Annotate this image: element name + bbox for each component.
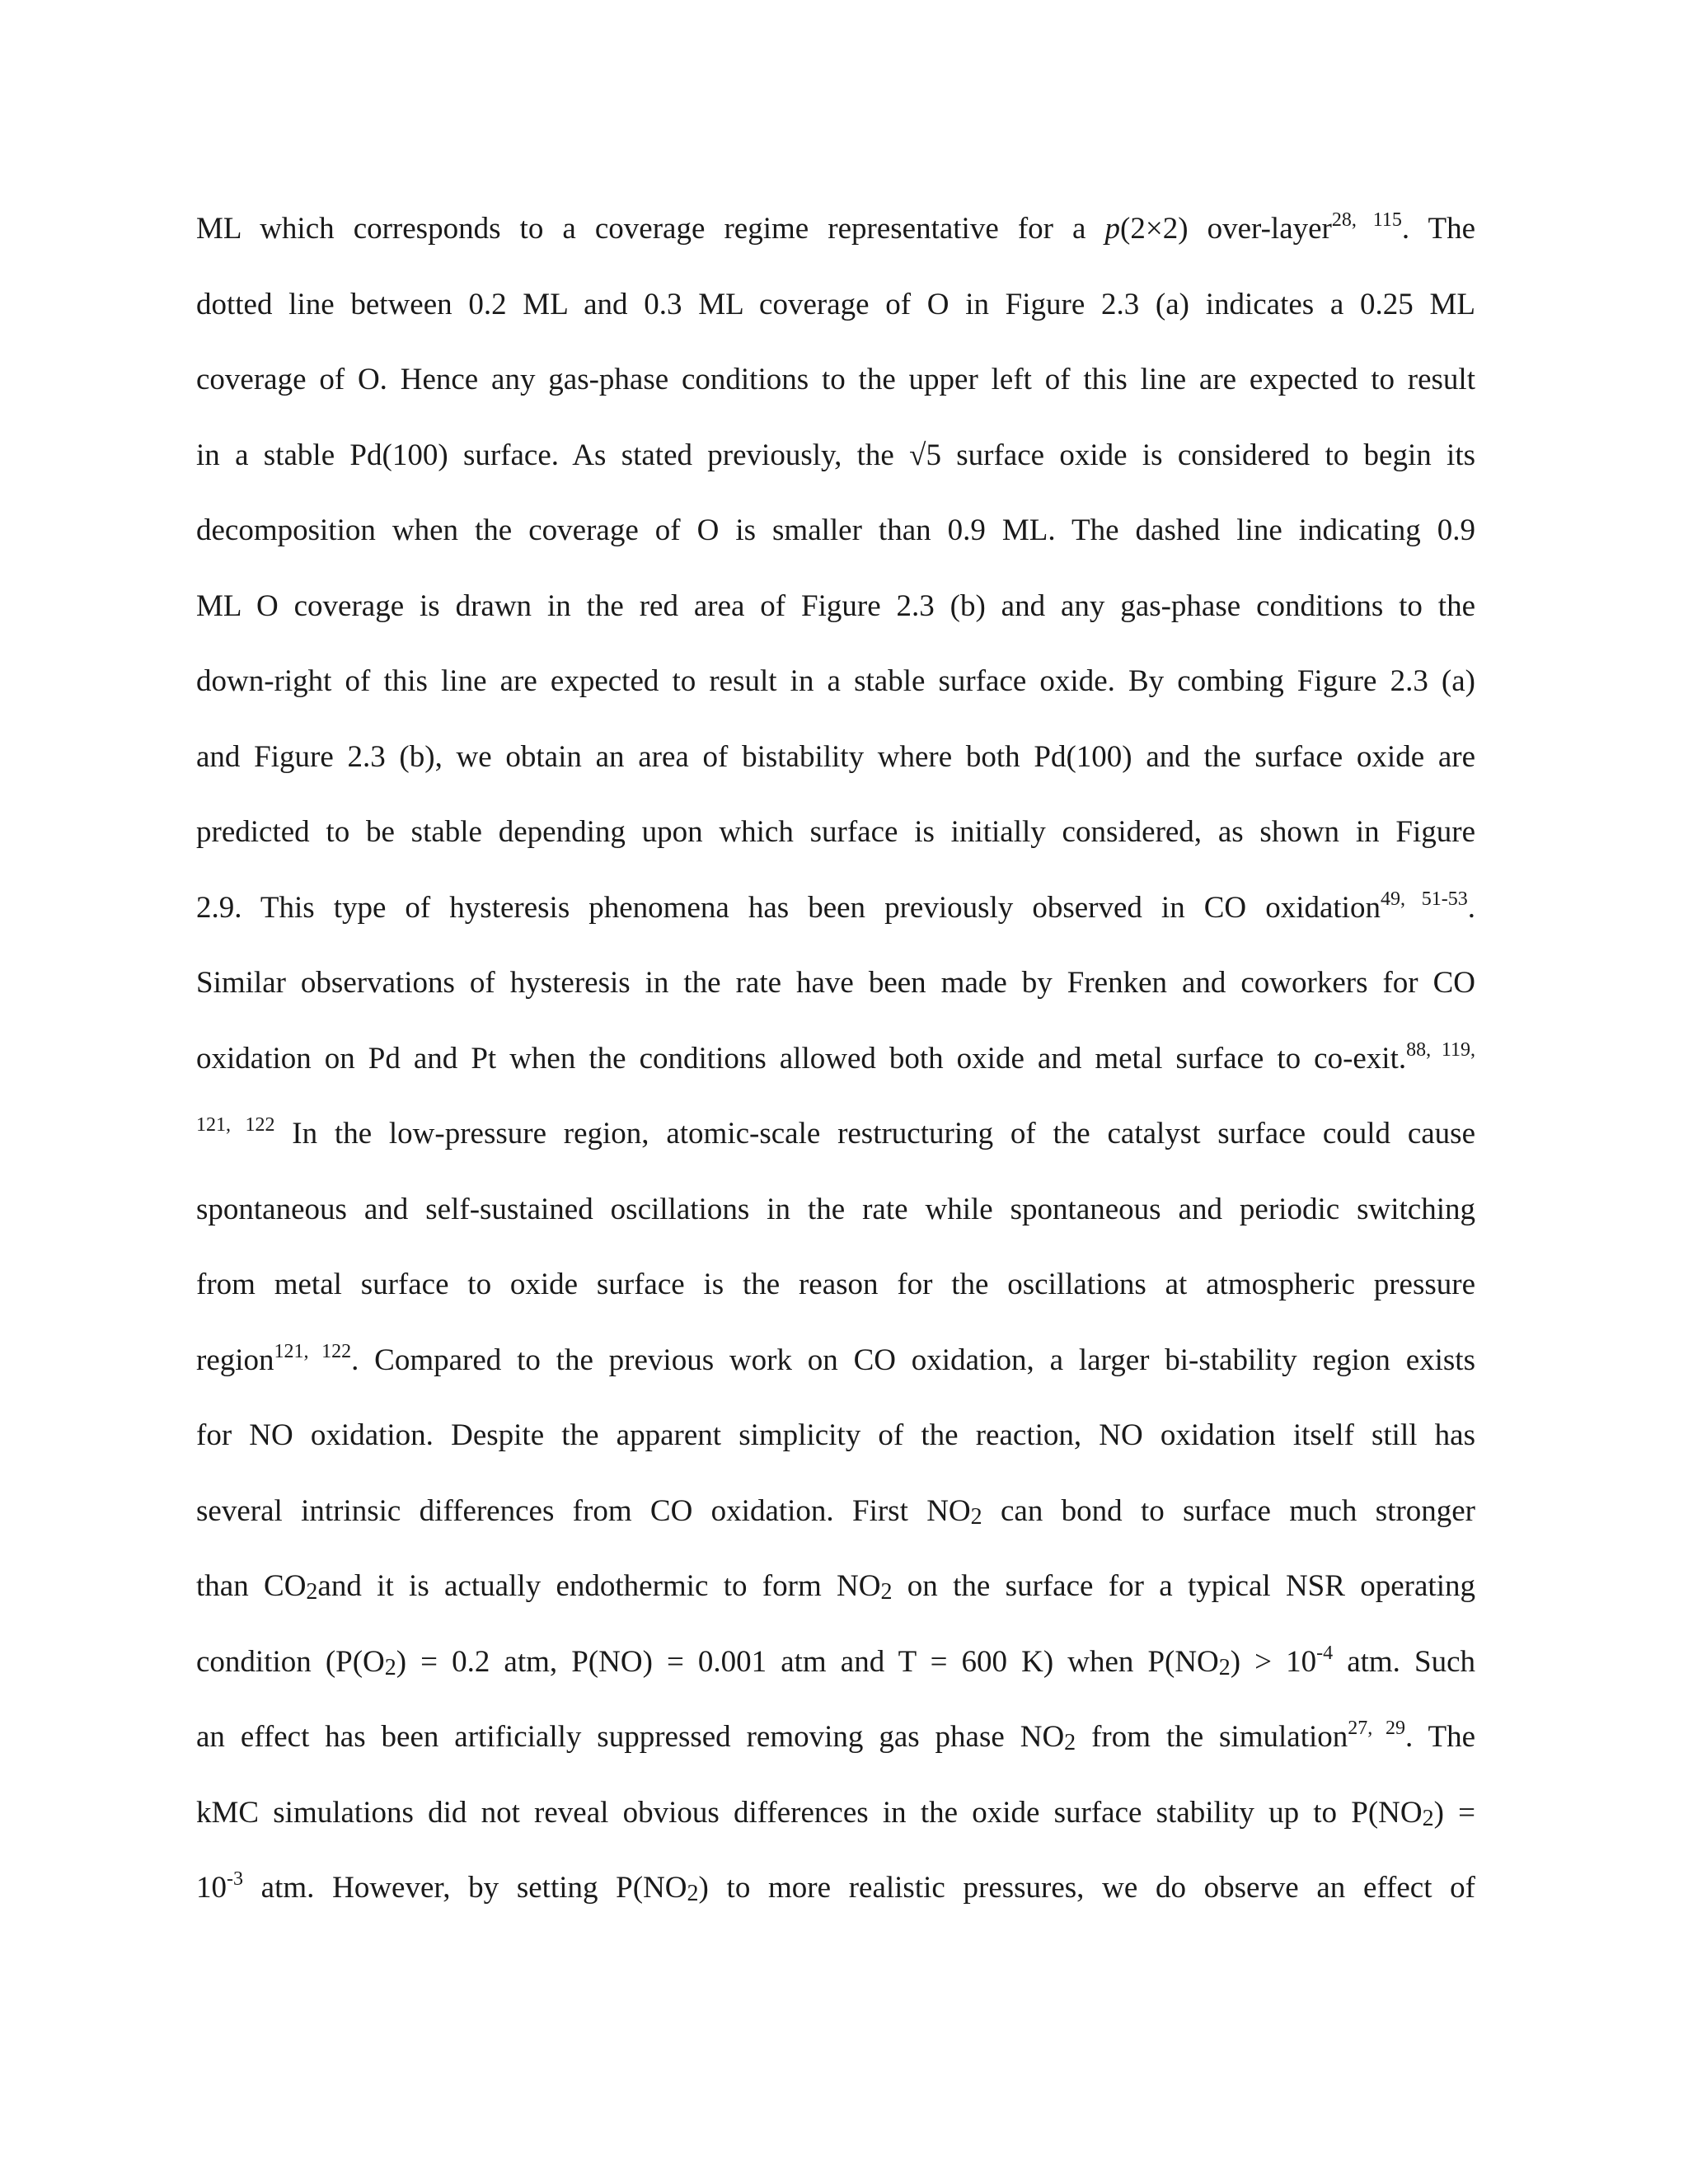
text-run: kMC simulations did not reveal obvious differences in the oxide surface stability up to P(NO — [196, 1795, 1423, 1830]
text-line — [196, 1699, 1475, 1775]
text-run: ML O coverage is drawn in the red area of Figure 2.3 (b) and any gas-phase conditions to the — [196, 588, 1475, 623]
text-line — [196, 1474, 1475, 1549]
text-run: . — [1467, 890, 1476, 925]
text-run: in a stable Pd(100) surface. As stated previously, the √5 surface oxide is considered to begin its — [196, 438, 1475, 472]
text-line — [196, 1172, 1475, 1248]
text-run: can bond to surface much stronger — [982, 1493, 1475, 1528]
text-run: an effect has been artificially suppressed removing gas phase NO — [196, 1720, 1065, 1754]
citation-superscript: 49, 51-53 — [1380, 888, 1468, 910]
subscript: 2 — [1064, 1730, 1076, 1755]
text-run: than CO — [196, 1569, 307, 1603]
text-run: atm. Such — [1333, 1644, 1475, 1679]
text-run: down-right of this line are expected to result in a stable surface oxide. By combing Figure 2.3 (a) — [196, 664, 1475, 698]
text-line — [196, 1398, 1475, 1474]
text-run: region — [196, 1343, 274, 1377]
text-line — [196, 870, 1475, 946]
text-run: from metal surface to oxide surface is the reason for the oscillations at atmospheric pressure — [196, 1268, 1475, 1301]
text-line — [196, 418, 1475, 494]
text-run: several intrinsic differences from CO oxidation. First NO — [196, 1493, 971, 1528]
subscript: 2 — [306, 1579, 318, 1605]
text-run: ML which corresponds to a coverage regime representative for a — [196, 212, 1105, 246]
subscript: 2 — [970, 1503, 982, 1530]
text-line — [196, 719, 1475, 795]
text-run: ) = — [1433, 1795, 1475, 1830]
text-line — [196, 1021, 1475, 1097]
subscript: 2 — [1422, 1805, 1434, 1831]
text-run: atm. However, by setting P(NO — [243, 1871, 687, 1905]
text-run: dotted line between 0.2 ML and 0.3 ML coverage of O in Figure 2.3 (a) indicates a 0.25 ML — [196, 287, 1475, 321]
text-line — [196, 267, 1475, 343]
subscript: 2 — [880, 1579, 893, 1605]
body-paragraph — [196, 191, 1475, 1926]
text-run: (2×2) over-layer — [1120, 212, 1332, 246]
text-run: on the surface for a typical NSR operating — [892, 1569, 1475, 1603]
text-line — [196, 794, 1475, 870]
citation-superscript: -3 — [227, 1868, 243, 1890]
text-line — [196, 1247, 1475, 1323]
subscript: 2 — [1218, 1654, 1231, 1680]
text-line — [196, 1624, 1475, 1700]
citation-superscript: 121, 122 — [274, 1340, 352, 1362]
text-line — [196, 342, 1475, 418]
italic-text: p — [1104, 212, 1121, 246]
subscript: 2 — [687, 1881, 699, 1906]
text-run: 2.9. This type of hysteresis phenomena has been previously observed in CO oxidation — [196, 890, 1381, 925]
text-run: In the low-pressure region, atomic-scale restructuring of the catalyst surface could cause — [274, 1117, 1475, 1151]
text-run: and it is actually endothermic to form NO — [317, 1569, 881, 1603]
text-run: condition (P(O — [196, 1644, 385, 1679]
text-run: ) to more realistic pressures, we do observe an effect of — [698, 1871, 1476, 1905]
text-line — [196, 493, 1475, 569]
text-run: oxidation on Pd and Pt when the conditions allowed both oxide and metal surface to co-exit. — [196, 1041, 1407, 1076]
text-line — [196, 569, 1475, 644]
text-run: . Compared to the previous work on CO oxidation, a larger bi-stability region exists — [351, 1343, 1475, 1377]
text-run: 10 — [196, 1871, 227, 1905]
text-run: Similar observations of hysteresis in the rate have been made by Frenken and coworkers for CO — [196, 966, 1475, 1000]
text-line — [196, 191, 1475, 267]
subscript: 2 — [384, 1654, 396, 1680]
text-line — [196, 1775, 1475, 1851]
text-run: ) = 0.2 atm, P(NO) = 0.001 atm and T = 600 K) when P(NO — [396, 1644, 1219, 1679]
text-line — [196, 945, 1475, 1021]
citation-superscript: 88, 119, — [1406, 1038, 1475, 1061]
text-run: for NO oxidation. Despite the apparent simplicity of the reaction, NO oxidation itself still has — [196, 1418, 1475, 1452]
text-line — [196, 1096, 1475, 1172]
text-line — [196, 644, 1475, 719]
text-run: from the simulation — [1076, 1720, 1348, 1754]
citation-superscript: 27, 29 — [1348, 1718, 1405, 1739]
text-run: ) > 10 — [1230, 1644, 1317, 1679]
text-line — [196, 1549, 1475, 1624]
text-run: . The — [1404, 1720, 1475, 1754]
text-line — [196, 1850, 1475, 1926]
text-run: spontaneous and self-sustained oscillations in the rate while spontaneous and periodic switching — [196, 1192, 1475, 1226]
text-run: predicted to be stable depending upon which surface is initially considered, as shown in Figure — [196, 815, 1475, 849]
citation-superscript: 121, 122 — [196, 1114, 275, 1136]
text-run: coverage of O. Hence any gas-phase conditions to the upper left of this line are expected to result — [196, 363, 1475, 396]
text-line — [196, 1323, 1475, 1399]
text-run: decomposition when the coverage of O is smaller than 0.9 ML. The dashed line indicating 0.9 — [196, 513, 1475, 547]
citation-superscript: -4 — [1316, 1642, 1334, 1664]
citation-superscript: 28, 115 — [1331, 209, 1402, 231]
text-run: and Figure 2.3 (b), we obtain an area of bistability where both Pd(100) and the surface oxide are — [196, 739, 1475, 774]
text-run: . The — [1401, 212, 1476, 246]
